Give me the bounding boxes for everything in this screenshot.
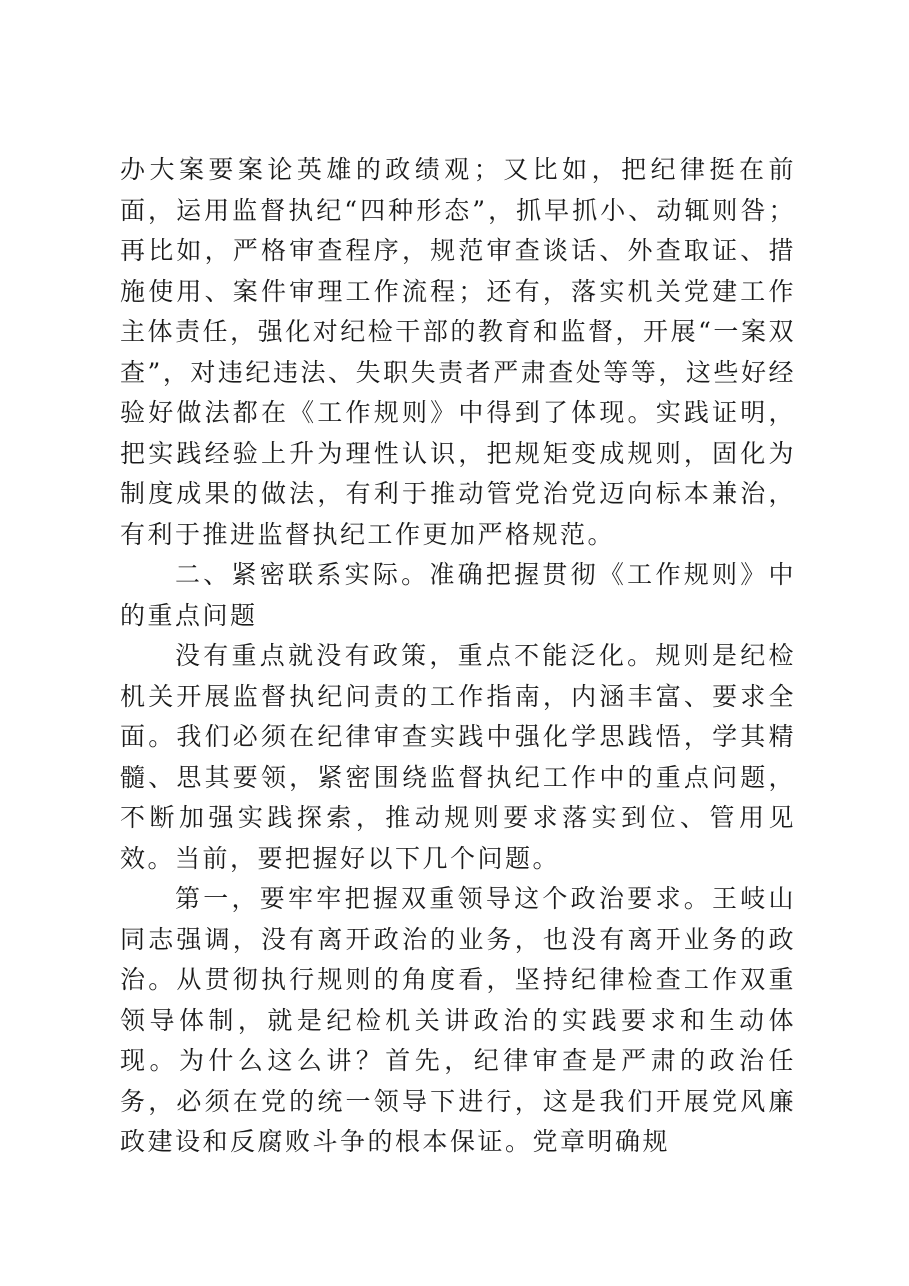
document-body [120,150,796,1163]
section-heading-two: 二、紧密联系实际。准确把握贯彻《工作规则》中的重点问题 [120,560,796,630]
body-paragraph-dual-leadership: 第一，要牢牢把握双重领导这个政治要求。王岐山同志强调，没有离开政治的业务，也没有离开业务的政治。从贯彻执行规则的角度看，坚持纪律检查工作双重领导体制，就是纪检机关讲政治的实践要求和生动体现。为什么这么讲？首先，纪律审查是严肃的政治任务，必须在党的统一领导下进行，这是我们开展党风廉政建设和反腐败斗争的根本保证。党章明确规 [120,884,796,1156]
body-paragraph-continued: 办大案要案论英雄的政绩观；又比如，把纪律挺在前面，运用监督执纪“四种形态”，抓早抓小、动辄则咎；再比如，严格审查程序，规范审查谈话、外查取证、措施使用、案件审理工作流程；还有，落实机关党建工作主体责任，强化对纪检干部的教育和监督，开展“一案双查”，对违纪违法、失职失责者严肃查处等等，这些好经验好做法都在《工作规则》中得到了体现。实践证明，把实践经验上升为理性认识，把规矩变成规则，固化为制度成果的做法，有利于推动管党治党迈向标本兼治，有利于推进监督执纪工作更加严格规范。 [120,155,796,549]
body-paragraph-key-issues: 没有重点就没有政策，重点不能泛化。规则是纪检机关开展监督执纪问责的工作指南，内涵丰富、要求全面。我们必须在纪律审查实践中强化学思践悟，学其精髓、思其要领，紧密围绕监督执纪工作中的重点问题，不断加强实践探索，推动规则要求落实到位、管用见效。当前，要把握好以下几个问题。 [120,641,796,873]
